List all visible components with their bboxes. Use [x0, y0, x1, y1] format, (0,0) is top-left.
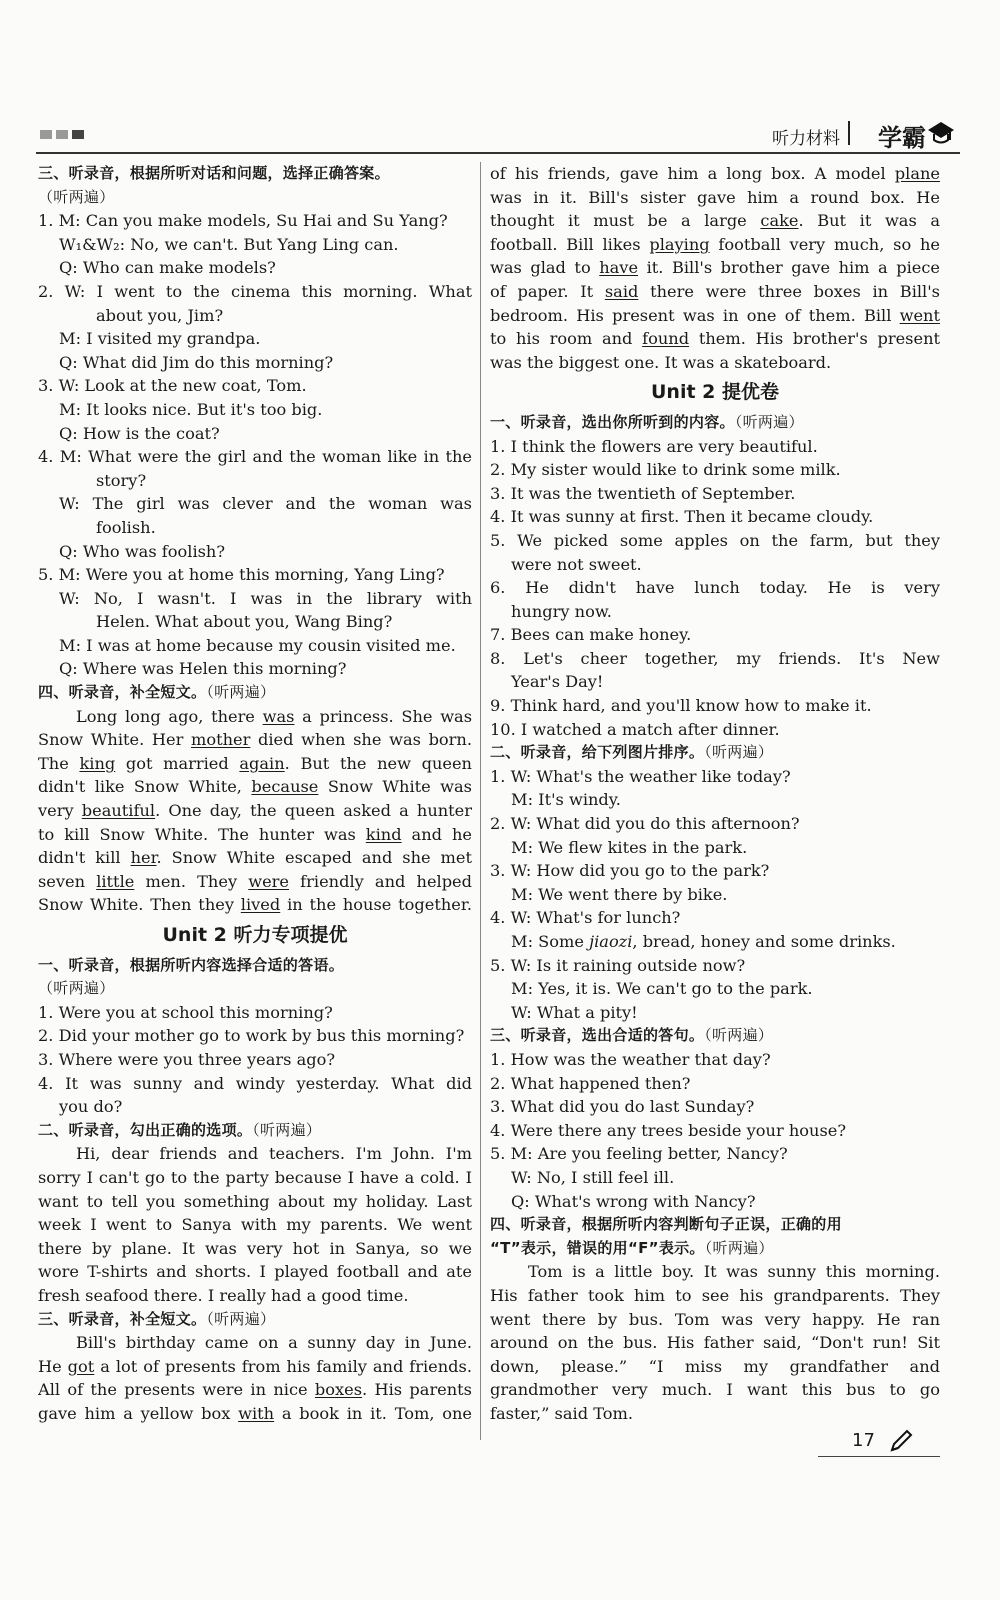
passage-line: to his room and found them. His brother's present	[490, 329, 940, 349]
passage-line: fresh seafood there. I really had a good time.	[38, 1285, 409, 1305]
dialog-line: M: Yes, it is. We can't go to the park.	[511, 979, 813, 999]
section-heading: 三、听录音，根据所听对话和问题，选择正确答案。	[38, 164, 390, 182]
dialog-line: 1. W: What's the weather like today?	[490, 766, 791, 786]
dialog-line: W: What a pity!	[511, 1002, 638, 1022]
dialog-line: W: No, I wasn't. I was in the library with	[59, 588, 472, 608]
section-heading: 三、听录音，选出合适的答句。（听两遍）	[490, 1026, 774, 1045]
left-column	[38, 162, 472, 1425]
header-decor-marks	[40, 130, 84, 139]
dialog-line: M: It looks nice. But it's too big.	[59, 399, 323, 419]
question-line: W: No, I still feel ill.	[511, 1167, 675, 1187]
unit-title: Unit 2 听力专项提优	[162, 924, 348, 946]
question-line: 6. He didn't have lunch today. He is very	[490, 578, 940, 598]
dialog-line: 5. M: Were you at home this morning, Yang Ling?	[38, 565, 445, 585]
dialog-line: Q: Who was foolish?	[59, 541, 226, 561]
question-line: 5. We picked some apples on the farm, but they	[490, 530, 940, 550]
dialog-line: M: I visited my grandpa.	[59, 329, 261, 349]
question-line: Year's Day!	[511, 672, 604, 692]
passage-line: faster,” said Tom.	[490, 1403, 633, 1423]
passage-line: Snow White. Her mother died when she was born.	[38, 730, 472, 750]
question-line: 2. My sister would like to drink some milk.	[490, 460, 841, 480]
passage-line: sorry I can't go to the party because I have a cold. I	[38, 1167, 472, 1187]
dialog-line: M: We went there by bike.	[511, 884, 728, 904]
dialog-line: story?	[96, 470, 147, 490]
passage-line: of paper. It said there were three boxes in Bill's	[490, 281, 940, 301]
question-line: hungry now.	[511, 601, 612, 621]
dialog-line: Q: Where was Helen this morning?	[59, 659, 347, 679]
passage-line: went there by bus. Tom was very happy. He ran	[490, 1309, 940, 1329]
dialog-line: Q: Who can make models?	[59, 258, 276, 278]
question-line: 1. Were you at school this morning?	[38, 1002, 333, 1022]
dialog-line: M: We flew kites in the park.	[511, 837, 748, 857]
section-heading: 三、听录音，补全短文。（听两遍）	[38, 1309, 276, 1328]
passage-line: He got a lot of presents from his family and friends.	[38, 1356, 472, 1376]
question-line: 7. Bees can make honey.	[490, 625, 692, 645]
passage-line: of his friends, gave him a long box. A model plane	[490, 164, 940, 183]
question-line: 4. Were there any trees beside your house?	[490, 1120, 847, 1140]
passage-line: was glad to have it. Bill's brother gave him a piece	[490, 258, 940, 278]
dialog-line: Q: How is the coat?	[59, 423, 220, 443]
section-heading: 一、听录音，选出你所听到的内容。（听两遍）	[490, 412, 804, 431]
header-brand: 学霸	[878, 124, 926, 152]
dialog-line: 3. W: Look at the new coat, Tom.	[38, 376, 307, 396]
question-line: 3. What did you do last Sunday?	[490, 1097, 755, 1117]
page-number: 17	[852, 1430, 875, 1451]
dialog-line: foolish.	[96, 517, 156, 537]
dialog-line: 3. W: How did you go to the park?	[490, 861, 770, 881]
question-line: 3. It was the twentieth of September.	[490, 483, 796, 503]
passage-line: thought it must be a large cake. But it was a	[490, 211, 940, 231]
question-line: 2. What happened then?	[490, 1073, 691, 1093]
section-heading: “T”表示，错误的用“F”表示。（听两遍）	[490, 1238, 774, 1257]
passage-line: football. Bill likes playing football very much, so he	[490, 234, 940, 254]
passage-line: grandmother very much. I want this bus to go	[490, 1380, 940, 1400]
passage-line: was in it. Bill's sister gave him a round box. He	[490, 187, 940, 207]
section-heading: 二、听录音，勾出正确的选项。（听两遍）	[38, 1120, 322, 1139]
dialog-line: M: I was at home because my cousin visited me.	[59, 635, 456, 655]
passage-line: gave him a yellow box with a book in it. Tom, one	[38, 1403, 472, 1423]
question-line: 9. Think hard, and you'll know how to make it.	[490, 696, 872, 716]
dialog-line: 1. M: Can you make models, Su Hai and Su Yang?	[38, 211, 448, 231]
passage-line: seven little men. They were friendly and helped	[38, 871, 472, 891]
question-line: Q: What's wrong with Nancy?	[511, 1191, 756, 1211]
passage-line: didn't like Snow White, because Snow White was	[38, 777, 472, 797]
passage-line: Snow White. Then they lived in the house together.	[38, 895, 472, 915]
passage-line: Tom is a little boy. It was sunny this morning.	[528, 1262, 940, 1282]
passage-line: Bill's birthday came on a sunny day in June.	[76, 1333, 472, 1353]
dialog-line: 5. W: Is it raining outside now?	[490, 955, 746, 975]
question-line: 1. I think the flowers are very beautiful.	[490, 436, 818, 456]
unit-title: Unit 2 提优卷	[651, 381, 779, 404]
page-number-rule	[818, 1456, 940, 1457]
header-title: 听力材料	[772, 129, 840, 149]
passage-line: was the biggest one. It was a skateboard.	[490, 352, 832, 372]
dialog-line: W₁&W₂: No, we can't. But Yang Ling can.	[59, 234, 399, 254]
dialog-line: about you, Jim?	[96, 305, 224, 325]
dialog-line: 4. W: What's for lunch?	[490, 908, 681, 928]
question-line: 8. Let's cheer together, my friends. It's New	[490, 648, 940, 668]
passage-line: wore T-shirts and shorts. I played football and ate	[38, 1262, 472, 1282]
section-note: （听两遍）	[38, 187, 115, 206]
section-note: （听两遍）	[38, 979, 115, 998]
passage-line: to kill Snow White. The hunter was kind and he	[38, 824, 472, 844]
pencil-icon	[888, 1428, 914, 1454]
passage-line: All of the presents were in nice boxes. His parents	[38, 1380, 472, 1400]
question-line: 4. It was sunny and windy yesterday. What did	[38, 1073, 472, 1093]
column-divider	[480, 162, 481, 1440]
section-heading: 二、听录音，给下列图片排序。（听两遍）	[490, 743, 774, 762]
mortarboard-logo-icon	[926, 118, 956, 148]
dialog-line: 2. W: I went to the cinema this morning. What	[38, 281, 472, 301]
question-line: 3. Where were you three years ago?	[38, 1049, 336, 1069]
passage-line: very beautiful. One day, the queen asked a hunter	[38, 801, 472, 821]
dialog-line: 2. W: What did you do this afternoon?	[490, 814, 800, 834]
passage-line: bedroom. His present was in one of them. Bill went	[490, 305, 940, 325]
section-heading: 四、听录音，根据所听内容判断句子正误，正确的用	[490, 1215, 842, 1234]
dialog-line: Helen. What about you, Wang Bing?	[96, 612, 393, 632]
section-heading: 一、听录音，根据所听内容选择合适的答语。	[38, 955, 345, 974]
question-line: 4. It was sunny at first. Then it became cloudy.	[490, 507, 874, 527]
question-line: 2. Did your mother go to work by bus this morning?	[38, 1026, 465, 1046]
passage-line: want to tell you something about my holiday. Last	[38, 1191, 472, 1211]
dialog-line: M: It's windy.	[511, 790, 621, 810]
passage-line: Hi, dear friends and teachers. I'm John. I'm	[76, 1144, 472, 1164]
question-line: 5. M: Are you feeling better, Nancy?	[490, 1144, 788, 1164]
question-line: were not sweet.	[511, 554, 642, 574]
question-line: you do?	[59, 1097, 123, 1117]
right-column	[490, 162, 940, 1425]
dialog-line: Q: What did Jim do this morning?	[59, 352, 334, 372]
dialog-line: W: The girl was clever and the woman was	[59, 494, 472, 514]
question-line: 10. I watched a match after dinner.	[490, 719, 780, 739]
passage-line: didn't kill her. Snow White escaped and she met	[38, 848, 472, 868]
page-header	[36, 118, 960, 154]
passage-line: around on the bus. His father said, “Don't run! Sit	[490, 1333, 940, 1353]
passage-line: His father took him to see his grandparents. They	[490, 1285, 940, 1305]
passage-line: there by plane. It was very hot in Sanya, so we	[38, 1238, 472, 1258]
passage-line: down, please.” “I miss my grandfather and	[490, 1356, 940, 1376]
question-line: 1. How was the weather that day?	[490, 1049, 771, 1069]
dialog-line: M: Some jiaozi, bread, honey and some drinks.	[511, 932, 896, 951]
header-separator	[848, 121, 850, 145]
passage-line: The king got married again. But the new queen	[38, 753, 472, 773]
passage-line: week I went to Sanya with my parents. We went	[38, 1215, 472, 1235]
passage-line: Long long ago, there was a princess. She was	[76, 706, 472, 726]
section-heading: 四、听录音，补全短文。（听两遍）	[38, 683, 276, 702]
dialog-line: 4. M: What were the girl and the woman like in the	[38, 447, 472, 467]
